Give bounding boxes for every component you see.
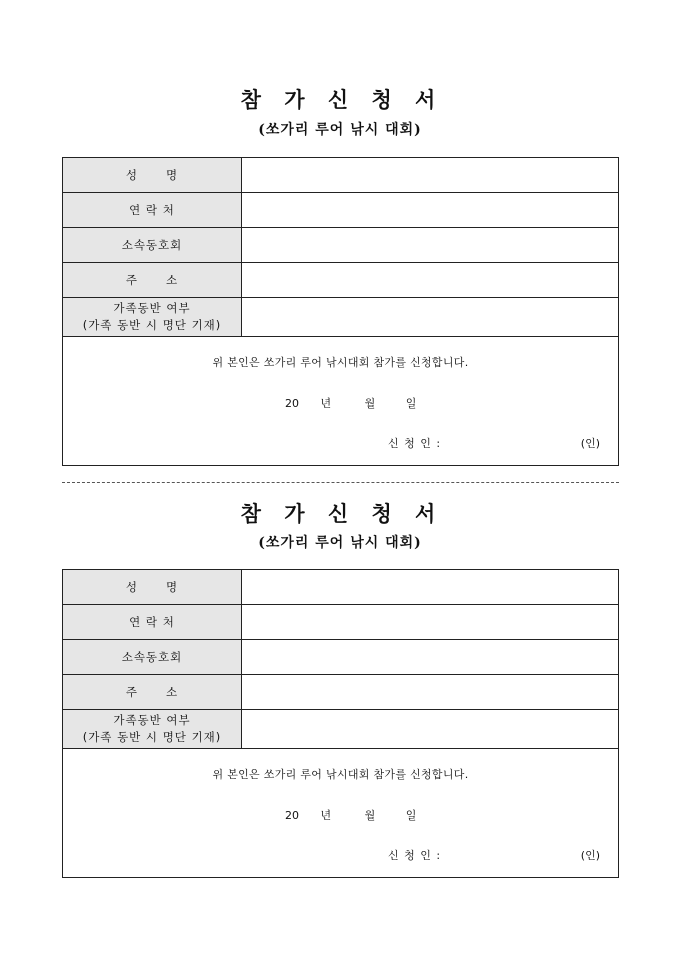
- family-label-line2: (가족 동반 시 명단 기재): [82, 318, 222, 332]
- name-label: 성 명: [63, 158, 242, 193]
- family-label-line1: 가족동반 여부: [113, 713, 191, 727]
- date-line: [285, 395, 416, 411]
- cut-line: [62, 482, 619, 483]
- name-field[interactable]: [242, 570, 619, 605]
- date-month-unit: 월: [364, 809, 376, 822]
- date-line: [285, 807, 416, 823]
- address-label: 주 소: [63, 263, 242, 298]
- address-field[interactable]: [242, 675, 619, 710]
- applicant-label: 신 청 인 :: [388, 437, 442, 450]
- club-label: 소속동호회: [63, 640, 242, 675]
- declaration-section: [63, 337, 619, 466]
- application-form-1: [62, 157, 619, 466]
- form-title: 참 가 신 청 서: [240, 87, 440, 112]
- family-label: [63, 710, 242, 749]
- contact-label: 연 락 처: [63, 605, 242, 640]
- address-label: 주 소: [63, 675, 242, 710]
- address-field[interactable]: [242, 263, 619, 298]
- form-subtitle: (쏘가리 루어 낚시 대회): [258, 535, 422, 551]
- applicant-label: 신 청 인 :: [388, 849, 442, 862]
- form-subtitle: (쏘가리 루어 낚시 대회): [258, 122, 422, 138]
- date-year: 20: [285, 809, 299, 822]
- family-label-line1: 가족동반 여부: [113, 301, 191, 315]
- name-field[interactable]: [242, 158, 619, 193]
- family-field[interactable]: [242, 710, 619, 749]
- date-month-unit: 월: [364, 397, 376, 410]
- declaration-text: 위 본인은 쏘가리 루어 낚시대회 참가를 신청합니다.: [212, 768, 469, 781]
- date-day-unit: 일: [405, 397, 417, 410]
- declaration-section: [63, 749, 619, 878]
- seal-mark: (인): [580, 849, 600, 862]
- contact-field[interactable]: [242, 605, 619, 640]
- date-year-unit: 년: [320, 809, 332, 822]
- declaration-text: 위 본인은 쏘가리 루어 낚시대회 참가를 신청합니다.: [212, 356, 469, 369]
- club-field[interactable]: [242, 640, 619, 675]
- family-label: [63, 298, 242, 337]
- contact-field[interactable]: [242, 193, 619, 228]
- family-label-line2: (가족 동반 시 명단 기재): [82, 730, 222, 744]
- date-year: 20: [285, 397, 299, 410]
- club-field[interactable]: [242, 228, 619, 263]
- date-year-unit: 년: [320, 397, 332, 410]
- club-label: 소속동호회: [63, 228, 242, 263]
- name-label: 성 명: [63, 570, 242, 605]
- date-day-unit: 일: [405, 809, 417, 822]
- form-title: 참 가 신 청 서: [240, 501, 440, 526]
- application-form-2: [62, 569, 619, 878]
- seal-mark: (인): [580, 437, 600, 450]
- contact-label: 연 락 처: [63, 193, 242, 228]
- family-field[interactable]: [242, 298, 619, 337]
